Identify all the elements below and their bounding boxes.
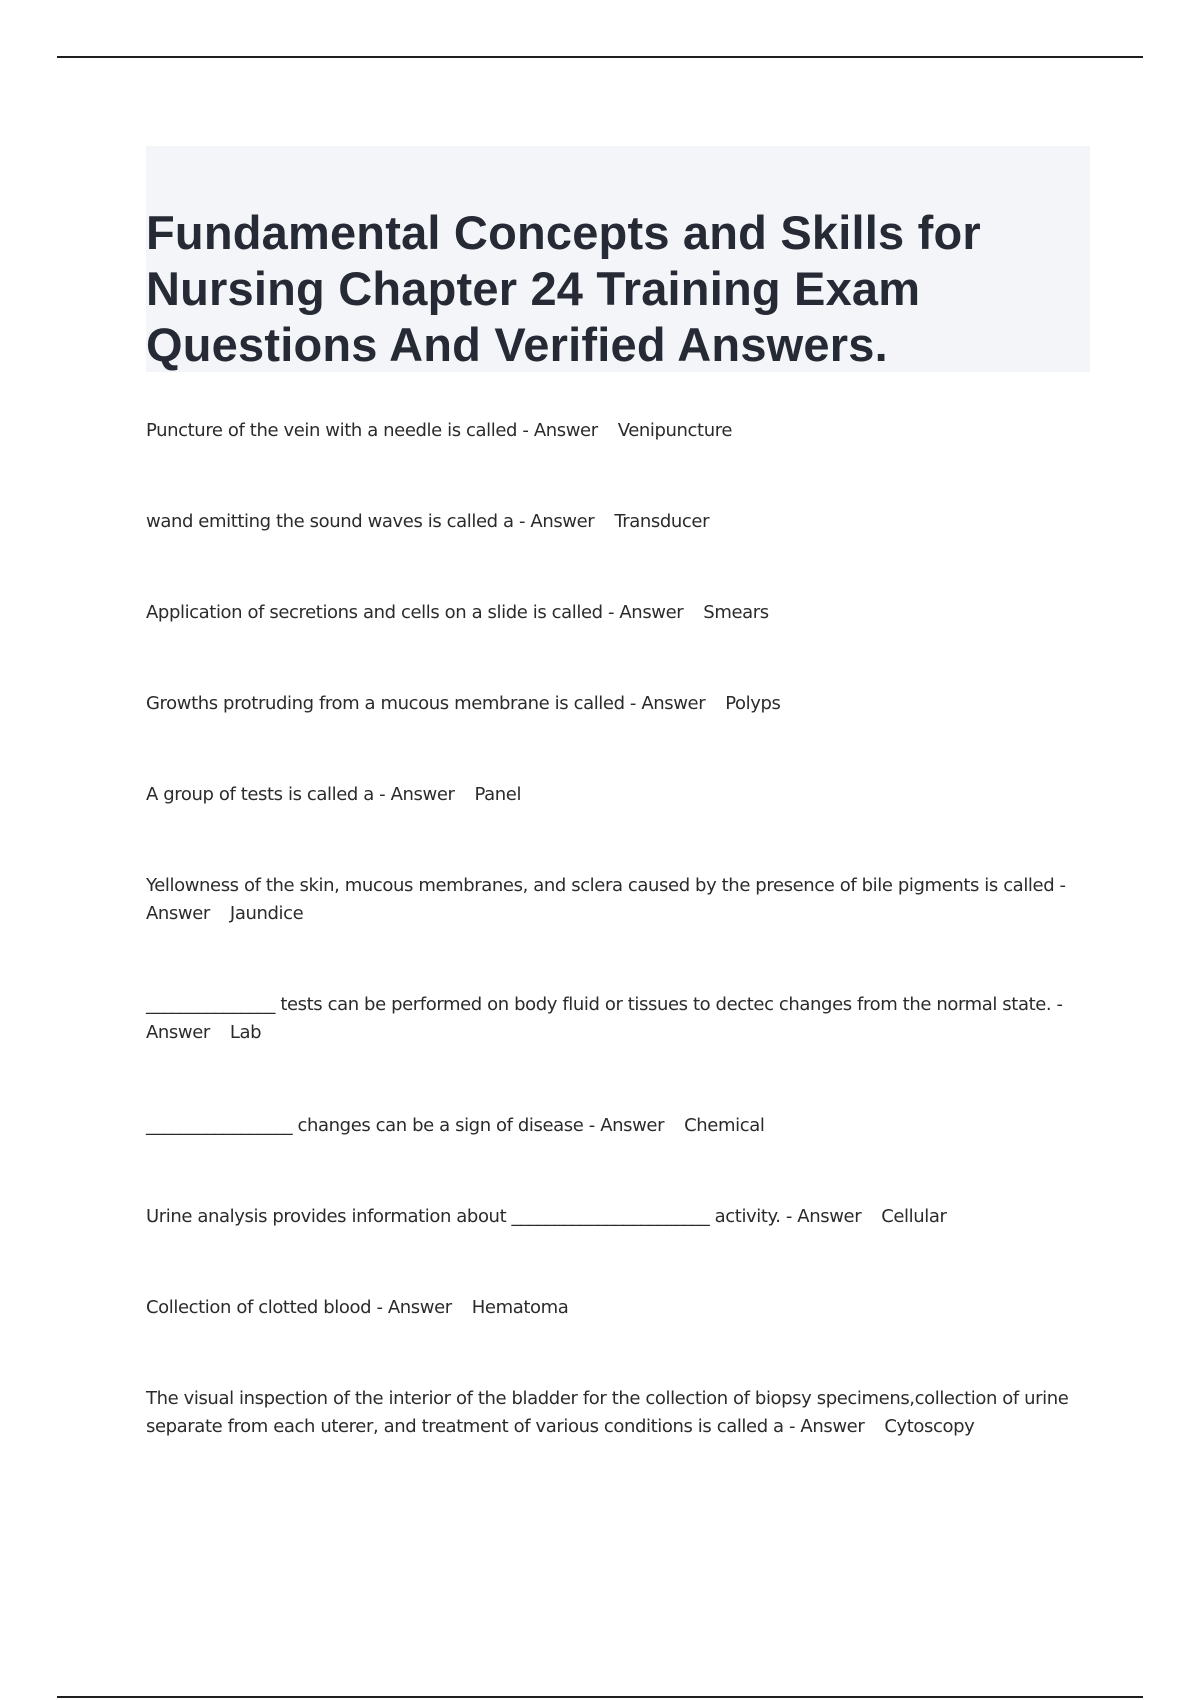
answer-text: Jaundice [229,903,304,924]
question-text: _______________ tests can be performed on body fluid or tissues to dectec changes from the normal state. - Answer [146,994,1063,1043]
answer-text: Panel [474,784,522,805]
qa-item [146,599,1086,627]
qa-item [146,781,1086,809]
qa-item [146,690,1086,718]
question-text: Urine analysis provides information about _______________________ activity. - Answer [146,1206,862,1227]
answer-text: Transducer [614,511,710,532]
document-title: Fundamental Concepts and Skills for Nursing Chapter 24 Training Exam Questions And Verified Answers. [146,206,981,371]
answer-text: Smears [703,602,769,623]
answer-text: Venipuncture [617,420,733,441]
question-text: The visual inspection of the interior of the bladder for the collection of biopsy specimens,collection of urine separate from each uterer, and treatment of various conditions is called a - Answer [146,1388,1069,1437]
qa-item [146,508,1086,536]
question-text: Application of secretions and cells on a slide is called - Answer [146,602,684,623]
question-text: A group of tests is called a - Answer [146,784,455,805]
qa-item [146,1203,1086,1231]
qa-item [146,1385,1086,1441]
qa-item [146,872,1086,928]
question-text: wand emitting the sound waves is called a - Answer [146,511,595,532]
answer-text: Chemical [684,1115,765,1136]
qa-item [146,991,1086,1047]
answer-text: Polyps [725,693,781,714]
answer-text: Lab [229,1022,262,1043]
bottom-rule [57,1696,1143,1698]
question-text: _________________ changes can be a sign of disease - Answer [146,1115,665,1136]
question-text: Yellowness of the skin, mucous membranes, and sclera caused by the presence of bile pigments is called - Answer [146,875,1066,924]
answer-text: Cellular [881,1206,947,1227]
question-text: Puncture of the vein with a needle is called - Answer [146,420,598,441]
question-text: Collection of clotted blood - Answer [146,1297,452,1318]
question-text: Growths protruding from a mucous membrane is called - Answer [146,693,706,714]
qa-item [146,1112,1086,1140]
top-rule [57,56,1143,58]
qa-item [146,417,1086,445]
qa-item [146,1294,1086,1322]
answer-text: Hematoma [471,1297,569,1318]
answer-text: Cytoscopy [884,1416,975,1437]
